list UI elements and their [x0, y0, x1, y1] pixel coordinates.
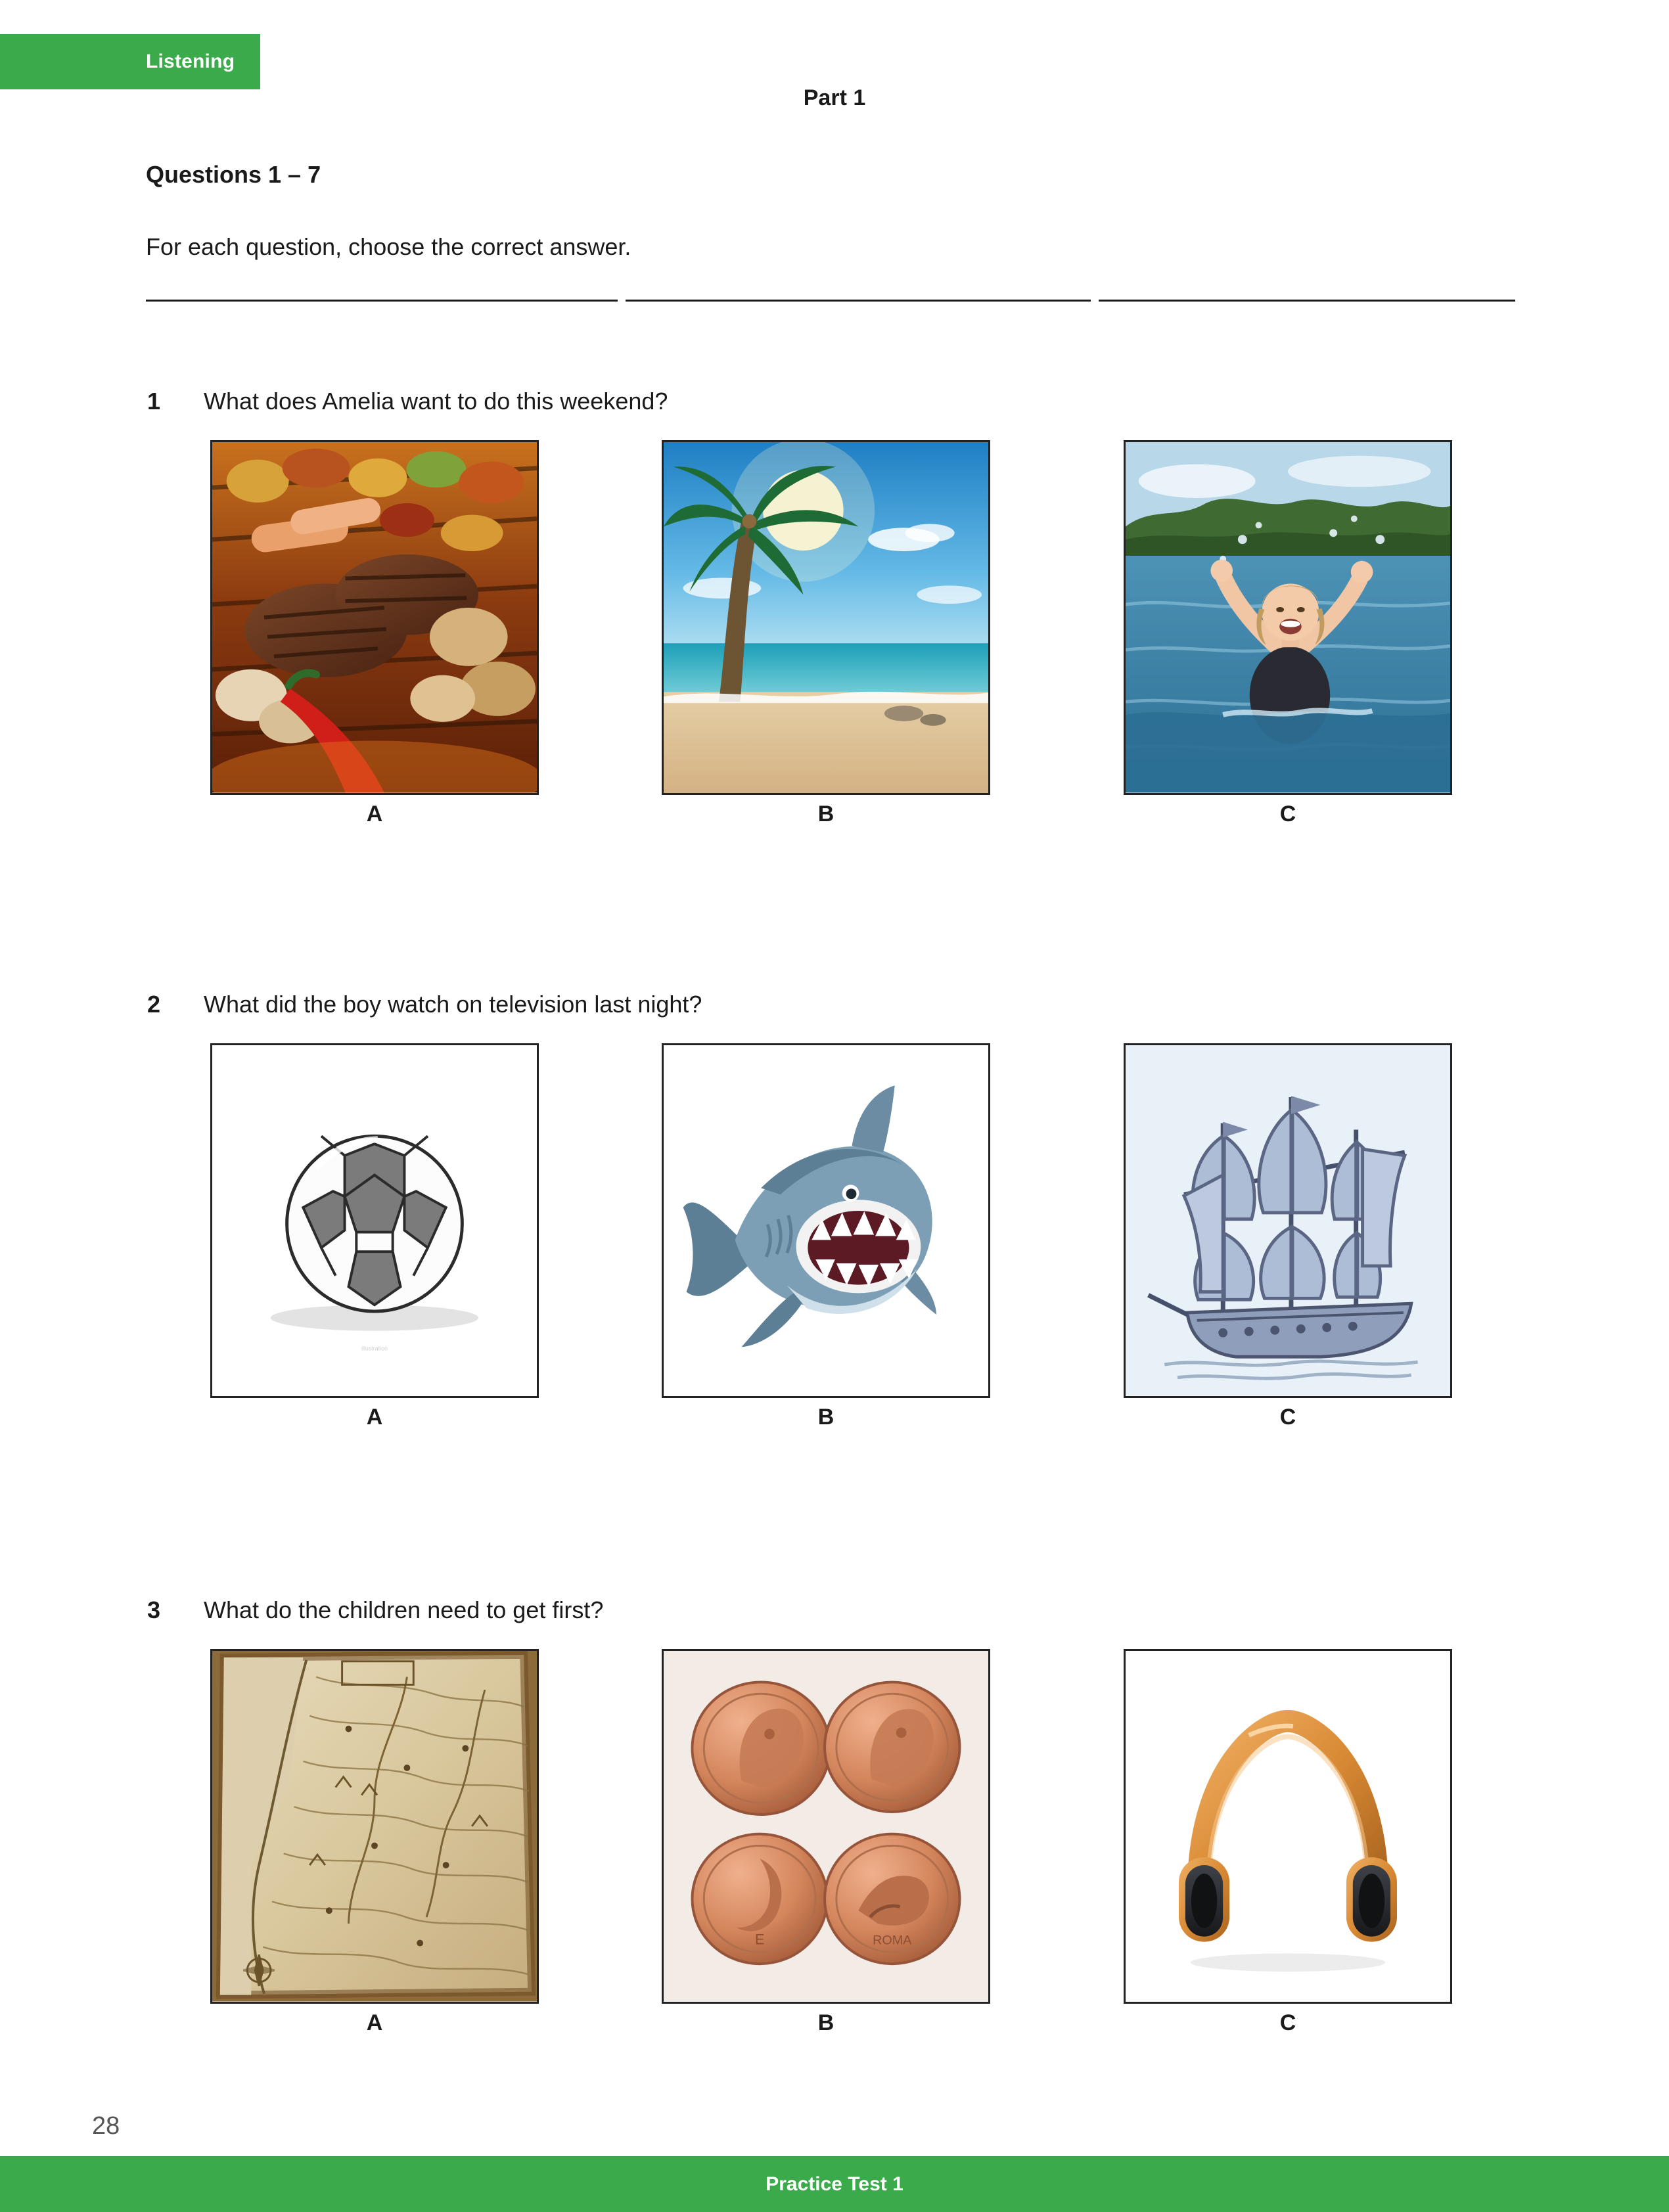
- option-letter: B: [817, 801, 834, 826]
- barbecue-grill-photo: [212, 442, 537, 793]
- options-row: [204, 440, 1518, 834]
- footer-label: Practice Test 1: [766, 2173, 903, 2195]
- option-image-frame[interactable]: [662, 1043, 990, 1398]
- question-text: What do the children need to get first?: [204, 1596, 604, 1623]
- section-tab-label: Listening: [146, 51, 235, 72]
- option-b[interactable]: [662, 440, 990, 827]
- option-image-frame[interactable]: [210, 440, 539, 795]
- option-image-frame[interactable]: [1124, 1043, 1452, 1398]
- option-letter: A: [366, 801, 383, 826]
- football-illustration: [212, 1045, 537, 1396]
- option-letter: C: [1279, 1405, 1296, 1430]
- option-b[interactable]: [662, 1649, 990, 2036]
- option-c[interactable]: [1124, 440, 1452, 827]
- options-row: [204, 1043, 1518, 1437]
- option-letter: C: [1279, 2010, 1296, 2035]
- divider: [146, 300, 1515, 302]
- page-title: Part 1: [803, 85, 866, 110]
- question-number: 1: [147, 388, 161, 415]
- headphones-photo: [1126, 1651, 1450, 2002]
- option-letter: C: [1279, 801, 1296, 826]
- option-image-frame[interactable]: [1124, 1649, 1452, 2004]
- question-number: 3: [147, 1596, 161, 1623]
- option-a[interactable]: [210, 1043, 539, 1430]
- page-number: 28: [92, 2112, 120, 2140]
- shark-illustration: [664, 1045, 988, 1396]
- divider-gap: [618, 296, 626, 305]
- section-tab: [0, 34, 260, 89]
- option-image-frame[interactable]: [662, 1649, 990, 2004]
- svg-text:E: E: [754, 1931, 765, 1948]
- girl-swimming-in-lake-photo: [1126, 442, 1450, 793]
- option-image-frame[interactable]: [210, 1043, 539, 1398]
- option-a[interactable]: [210, 1649, 539, 2036]
- option-letter: A: [366, 2010, 383, 2035]
- svg-text:ROMA: ROMA: [873, 1933, 912, 1948]
- old-treasure-map-photo: [212, 1651, 537, 2002]
- option-image-frame[interactable]: [662, 440, 990, 795]
- divider-gap: [1091, 296, 1099, 305]
- question-text: What does Amelia want to do this weekend?: [204, 388, 668, 415]
- option-c[interactable]: [1124, 1649, 1452, 2036]
- task-instruction: For each question, choose the correct answer.: [146, 233, 631, 260]
- option-letter: B: [817, 2010, 834, 2035]
- sailing-ship-illustration: [1126, 1045, 1450, 1396]
- tropical-beach-palm-tree-photo: [664, 442, 988, 793]
- option-a[interactable]: [210, 440, 539, 827]
- option-b[interactable]: [662, 1043, 990, 1430]
- footer-bar: [0, 2156, 1669, 2212]
- options-row: [204, 1649, 1518, 2043]
- option-c[interactable]: [1124, 1043, 1452, 1430]
- svg-text:illustration: illustration: [361, 1345, 388, 1352]
- question-number: 2: [147, 991, 161, 1018]
- option-letter: B: [817, 1405, 834, 1430]
- ancient-coins-photo: [664, 1651, 988, 2002]
- option-letter: A: [366, 1405, 383, 1430]
- option-image-frame[interactable]: [210, 1649, 539, 2004]
- questions-range-heading: Questions 1 – 7: [146, 161, 321, 188]
- question-text: What did the boy watch on television last night?: [204, 991, 702, 1018]
- option-image-frame[interactable]: [1124, 440, 1452, 795]
